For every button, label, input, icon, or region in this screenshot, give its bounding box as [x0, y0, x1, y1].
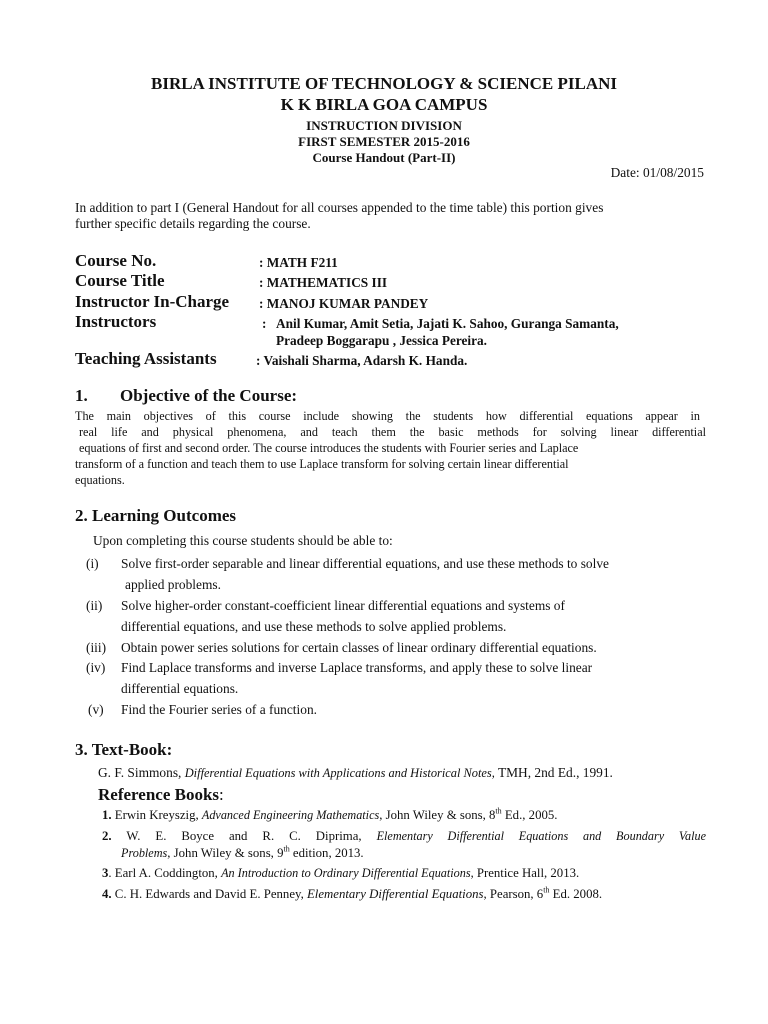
course-title-value: : MATHEMATICS III — [259, 275, 388, 290]
outcome-number: (iv) — [86, 660, 106, 675]
reference-title: Problems — [121, 846, 168, 860]
reference-item: 1. Erwin Kreyszig, Advanced Engineering Mathematics, John Wiley & sons, 8th Ed., 2005. — [102, 806, 558, 822]
instructors-colon: : — [262, 316, 267, 331]
learning-outcomes-heading: 2. Learning Outcomes — [75, 506, 237, 525]
reference-item-continued: Problems, John Wiley & sons, 9th edition, 2013. — [121, 844, 364, 860]
reference-title: Advanced Engineering Mathematics — [201, 808, 380, 822]
objective-line-3: equations of first and second order. The course introduces the students with Fourier series and Laplace — [79, 441, 579, 455]
course-no-value: : MATH F211 — [259, 255, 338, 270]
outcome-text: Solve higher-order constant-coefficient linear differential equations and systems of — [121, 598, 565, 613]
outcome-text-continued: applied problems. — [125, 577, 221, 592]
institute-name: BIRLA INSTITUTE OF TECHNOLOGY & SCIENCE PILANI — [150, 74, 618, 93]
objective-line-4: transform of a function and teach them to use Laplace transform for solving certain linear differential — [75, 457, 569, 471]
reference-item: 3. Earl A. Coddington, An Introduction to Ordinary Differential Equations, Prentice Hall, 2013. — [102, 866, 580, 880]
instructor-in-charge-label: Instructor In-Charge — [75, 292, 230, 311]
outcome-text: Find Laplace transforms and inverse Laplace transforms, and apply these to solve linear — [121, 660, 593, 675]
outcome-number: (iii) — [86, 640, 107, 655]
instructors-label: Instructors — [75, 312, 157, 331]
reference-title: Elementary Differential Equations — [306, 887, 484, 901]
reference-title: Elementary Differential Equations and Boundary Value — [376, 829, 706, 843]
outcome-text: Find the Fourier series of a function. — [121, 702, 317, 717]
text-book-title: Differential Equations with Applications and Historical Notes, — [184, 766, 495, 780]
instructors-line-2: Pradeep Boggarapu , Jessica Pereira. — [276, 333, 487, 348]
outcome-number: (i) — [86, 556, 99, 571]
course-no-label: Course No. — [75, 251, 157, 270]
objective-line-5: equations. — [75, 473, 125, 487]
course-title-label: Course Title — [75, 271, 165, 290]
semester-label: FIRST SEMESTER 2015-2016 — [298, 134, 470, 149]
intro-line-2: further specific details regarding the course. — [75, 216, 311, 231]
objective-heading: Objective of the Course: — [120, 386, 298, 405]
outcome-text: Obtain power series solutions for certain classes of linear ordinary differential equations. — [121, 640, 597, 655]
instructor-in-charge-value: : MANOJ KUMAR PANDEY — [259, 296, 429, 311]
reference-item: 2. W. E. Boyce and R. C. Diprima, Elementary Differential Equations and Boundary Value — [102, 829, 706, 843]
outcome-text-continued: differential equations, and use these methods to solve applied problems. — [121, 619, 507, 634]
text-book-entry — [98, 765, 613, 781]
outcome-text: Solve first-order separable and linear differential equations, and use these methods to solve — [121, 556, 609, 571]
reference-number: 1. — [102, 808, 112, 822]
outcome-text-continued: differential equations. — [121, 681, 239, 696]
objective-line-2: real life and physical phenomena, and teach them the basic methods for solving linear differential — [79, 425, 706, 439]
text-book-publisher: TMH, 2nd Ed., 1991. — [494, 765, 613, 780]
date-label: Date: 01/08/2015 — [610, 165, 704, 180]
reference-title: An Introduction to Ordinary Differential Equations, — [221, 866, 474, 880]
handout-label: Course Handout (Part-II) — [312, 150, 456, 165]
reference-item: 4. C. H. Edwards and David E. Penney, Elementary Differential Equations, Pearson, 6th Ed. 2008. — [102, 885, 603, 901]
division-name: INSTRUCTION DIVISION — [306, 118, 462, 133]
reference-books-heading: Reference Books: — [98, 785, 224, 804]
reference-number: 2. — [102, 829, 112, 843]
intro-line-1: In addition to part I (General Handout for all courses appended to the time table) this portion gives — [75, 200, 604, 215]
instructors-line-1: Anil Kumar, Amit Setia, Jajati K. Sahoo, Guranga Samanta, — [276, 316, 619, 331]
teaching-assistants-value: : Vaishali Sharma, Adarsh K. Handa. — [256, 353, 468, 368]
objective-line-1: The main objectives of this course include showing the students how differential equations appear in — [75, 409, 700, 423]
teaching-assistants-label: Teaching Assistants — [75, 349, 217, 368]
outcome-number: (v) — [88, 702, 104, 717]
learning-outcomes-intro: Upon completing this course students should be able to: — [93, 533, 393, 548]
campus-name: K K BIRLA GOA CAMPUS — [280, 95, 488, 114]
reference-number: 3 — [102, 866, 109, 880]
text-book-author: G. F. Simmons, — [98, 765, 185, 780]
reference-number: 4. — [102, 887, 112, 901]
outcome-number: (ii) — [86, 598, 103, 613]
objective-number: 1. — [75, 386, 88, 405]
text-book-heading: 3. Text-Book: — [75, 740, 173, 759]
